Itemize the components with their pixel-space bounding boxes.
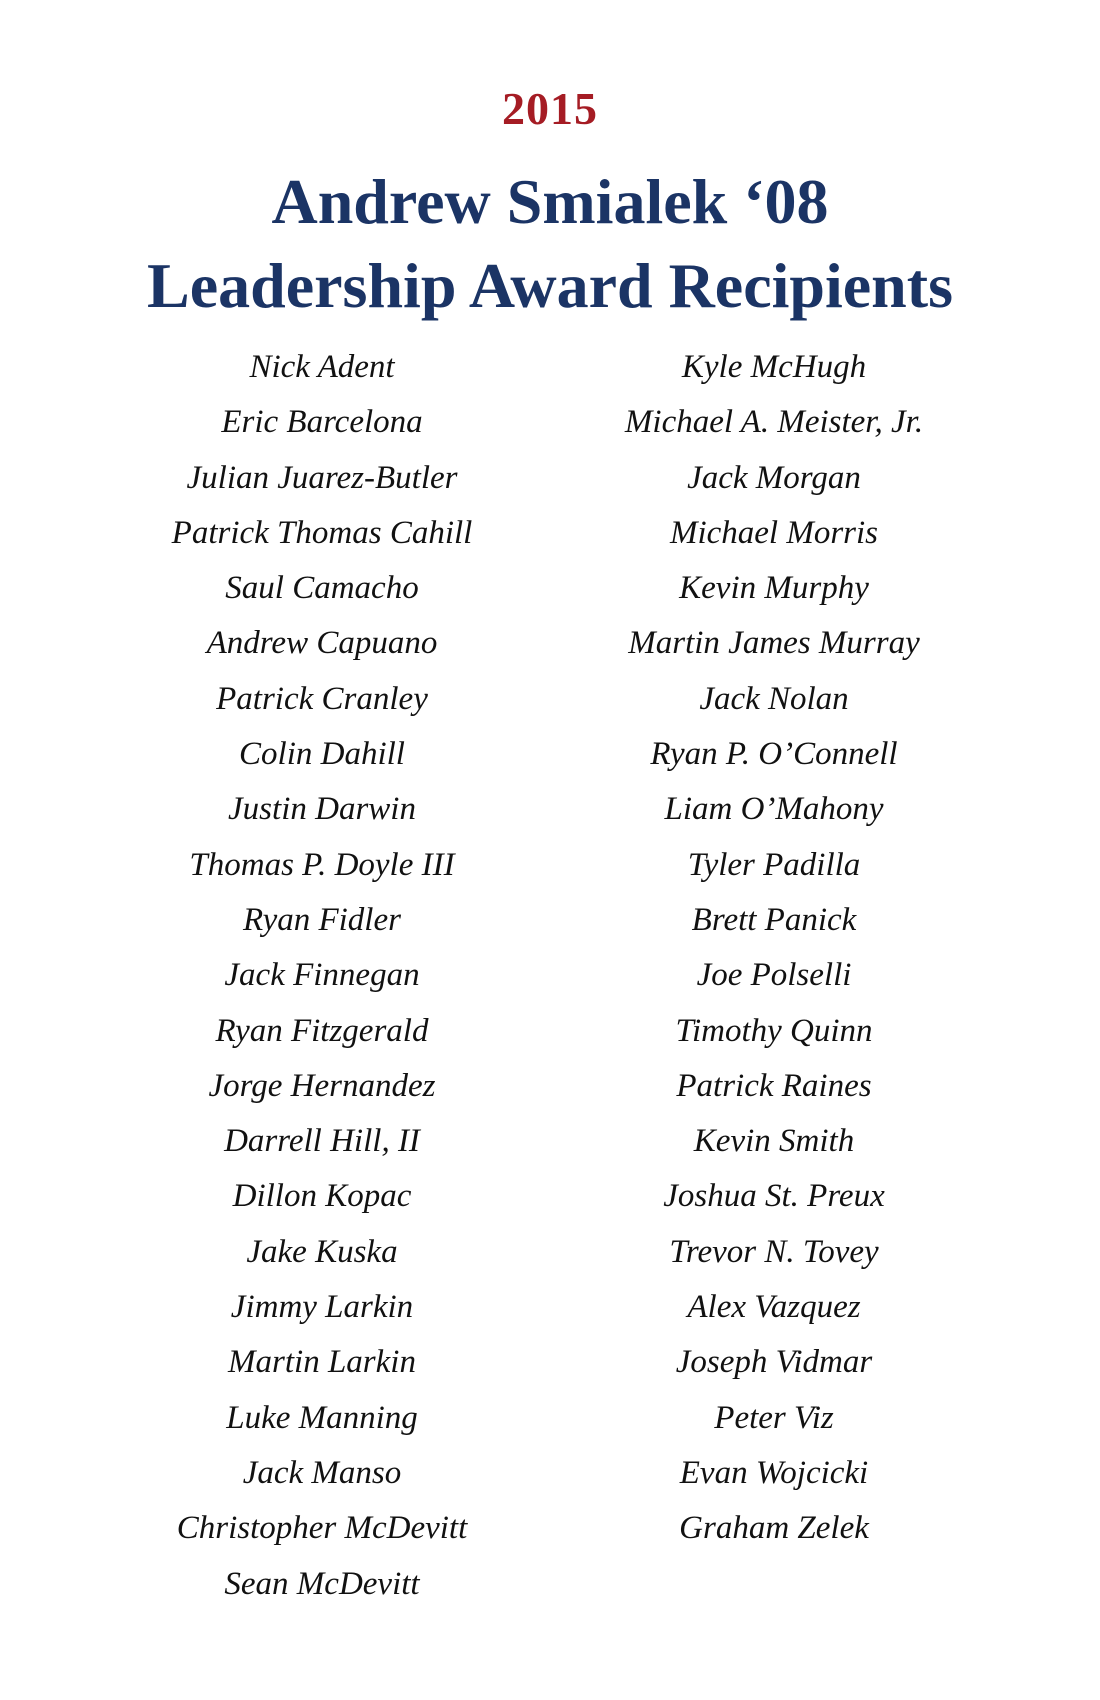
recipient-column-right	[544, 340, 1004, 1557]
recipient-name: Patrick Cranley	[216, 680, 428, 717]
recipient-name: Evan Wojcicki	[679, 1454, 869, 1491]
award-year: 2015	[502, 83, 598, 134]
recipient-name: Luke Manning	[226, 1399, 418, 1436]
recipient-name: Christopher McDevitt	[176, 1510, 468, 1547]
recipient-name: Ryan Fidler	[243, 901, 401, 938]
recipient-name: Jack Finnegan	[224, 957, 420, 994]
recipient-name: Trevor N. Tovey	[669, 1233, 879, 1270]
recipient-name: Jimmy Larkin	[230, 1289, 414, 1326]
recipient-name: Eric Barcelona	[221, 404, 423, 441]
recipient-name: Joseph Vidmar	[675, 1344, 873, 1381]
recipient-name: Alex Vazquez	[687, 1289, 861, 1326]
recipient-name: Nick Adent	[249, 349, 395, 385]
recipient-name: Saul Camacho	[225, 570, 419, 607]
recipient-name: Julian Juarez-Butler	[186, 459, 458, 496]
recipient-name: Ryan P. O’Connell	[650, 736, 898, 773]
recipient-name: Joshua St. Preux	[663, 1178, 885, 1215]
recipient-name: Jack Manso	[242, 1454, 402, 1491]
recipient-name: Jorge Hernandez	[208, 1067, 436, 1104]
recipient-name: Kevin Smith	[693, 1123, 855, 1160]
recipient-name: Jack Morgan	[687, 459, 861, 496]
recipient-name: Colin Dahill	[239, 736, 405, 773]
recipient-name: Kyle McHugh	[681, 349, 867, 385]
recipient-name: Justin Darwin	[228, 791, 416, 828]
recipient-name: Martin Larkin	[228, 1344, 416, 1381]
recipient-name: Timothy Quinn	[675, 1012, 873, 1049]
recipient-name: Ryan Fitzgerald	[215, 1012, 429, 1049]
page-title	[0, 160, 1100, 328]
recipient-column-left	[92, 340, 552, 1612]
recipient-name: Martin James Murray	[628, 625, 920, 662]
recipient-name: Liam O’Mahony	[664, 791, 884, 828]
recipient-name: Patrick Raines	[676, 1067, 872, 1104]
recipient-name: Jack Nolan	[699, 680, 849, 717]
recipient-name: Peter Viz	[714, 1399, 834, 1436]
recipient-name: Sean McDevitt	[224, 1565, 420, 1602]
recipient-name: Dillon Kopac	[232, 1178, 412, 1215]
recipient-name: Patrick Thomas Cahill	[171, 514, 473, 551]
recipient-name: Jake Kuska	[246, 1233, 398, 1270]
recipient-name: Graham Zelek	[679, 1510, 869, 1547]
recipient-name: Tyler Padilla	[687, 846, 861, 883]
recipient-name: Michael A. Meister, Jr.	[624, 404, 924, 441]
recipient-name: Brett Panick	[691, 901, 857, 938]
recipient-name: Darrell Hill, II	[224, 1123, 420, 1160]
recipient-name: Thomas P. Doyle III	[189, 846, 455, 883]
recipient-name: Michael Morris	[669, 514, 879, 551]
recipient-name: Joe Polselli	[696, 957, 852, 994]
recipient-name: Andrew Capuano	[206, 625, 438, 662]
title-line-2: Leadership Award Recipients	[147, 250, 953, 321]
recipient-list	[0, 340, 1100, 1640]
recipient-name: Kevin Murphy	[679, 570, 869, 607]
title-line-1: Andrew Smialek ‘08	[271, 166, 829, 237]
